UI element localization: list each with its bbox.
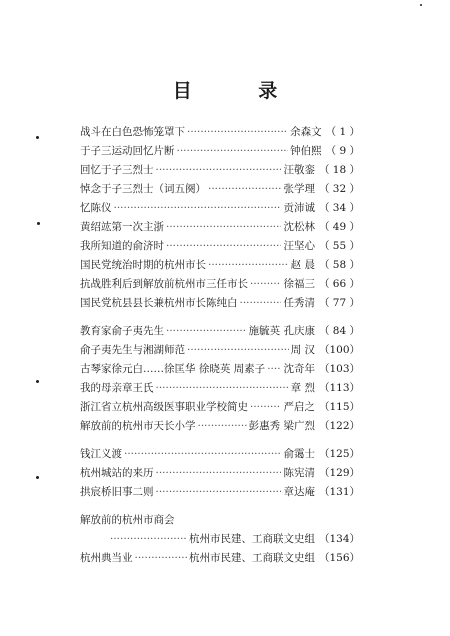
toc-entry: [80, 200, 360, 216]
entry-page: （134）: [318, 533, 360, 545]
entry-author: 贡沛诚: [283, 202, 315, 214]
entry-page: （ 18 ）: [318, 164, 360, 176]
entry-author: 章达庵: [283, 486, 315, 498]
dot-leader: [166, 323, 247, 339]
entry-title: 拱宸桥旧事二则: [80, 486, 154, 498]
dot-leader: [208, 257, 289, 273]
entry-author: 俞霭士: [283, 448, 315, 460]
entry-title: 钱江义渡: [80, 448, 122, 460]
entry-title: 教育家俞子夷先生: [80, 325, 164, 337]
entry-author: 陈宪清: [283, 467, 315, 479]
toc-entry: [80, 276, 360, 292]
entry-title: 黄绍竑第一次主浙: [80, 221, 164, 233]
toc-entry: [80, 399, 360, 415]
toc-entry: [80, 238, 360, 254]
entry-title: 战斗在白色恐怖笼罩下: [80, 126, 185, 138]
toc-entry: [80, 361, 360, 377]
entry-title: 回忆于子三烈士: [80, 164, 154, 176]
entry-page: （103）: [318, 363, 360, 375]
entry-page: （115）: [318, 401, 360, 413]
dot-leader: [177, 143, 289, 159]
entry-author: 徐福三: [283, 278, 315, 290]
scan-speck: [37, 222, 40, 225]
table-of-contents: [80, 0, 360, 636]
dot-leader: [135, 550, 187, 566]
entry-title: 抗战胜利后到解放前杭州市三任市长: [80, 278, 248, 290]
dot-leader: [198, 418, 247, 434]
entry-page: （122）: [318, 420, 360, 432]
dot-leader: [250, 276, 281, 292]
entry-title: 杭州城站的来历: [80, 467, 154, 479]
entry-author: 严启之: [283, 401, 315, 413]
toc-entry: [110, 531, 360, 547]
entry-author: 张学理: [283, 183, 315, 195]
dot-leader: [114, 200, 282, 216]
entry-author: 任秀清: [283, 297, 315, 309]
dot-leader: [156, 162, 282, 178]
entry-author: 施毓英 孔庆康: [248, 325, 315, 337]
dot-leader: [156, 380, 289, 396]
entry-author: 汪敬銮: [283, 164, 315, 176]
entry-author: 汪坚心: [283, 240, 315, 252]
toc-entry: [80, 124, 360, 140]
entry-page: （ 55 ）: [318, 240, 360, 252]
entry-title: 杭州典当业: [80, 552, 133, 564]
toc-entry: [80, 380, 360, 396]
section-heading: 解放前的杭州市商会: [80, 514, 175, 526]
dot-leader: [208, 181, 281, 197]
entry-page: （ 66 ）: [318, 278, 360, 290]
scan-speck: [36, 476, 39, 479]
entry-author: 沈奇年: [283, 363, 315, 375]
entry-title: 我的母亲章王氏: [80, 382, 154, 394]
entry-title: 俞子夷先生与湘湖师范: [80, 344, 185, 356]
entry-author: 周 汉: [290, 344, 315, 356]
entry-title: 我所知道的俞济时: [80, 240, 164, 252]
entry-title: 解放前的杭州市天长小学: [80, 420, 196, 432]
dot-leader: [240, 295, 282, 311]
entry-page: （113）: [318, 382, 360, 394]
entry-page: （ 58 ）: [318, 259, 360, 271]
dot-leader: [187, 342, 289, 358]
page-title: 目 录: [172, 80, 308, 102]
scan-speck: [420, 4, 422, 6]
dot-leader: [110, 531, 187, 547]
toc-entry: [80, 418, 360, 434]
entry-page: （100）: [318, 344, 360, 356]
entry-title: 悼念于子三烈士（词五阕）: [80, 183, 206, 195]
entry-page: （ 84 ）: [318, 325, 360, 337]
dot-leader: [156, 484, 282, 500]
entry-author: 钟伯熙: [290, 145, 322, 157]
entry-page: （125）: [318, 448, 360, 460]
entry-page: （ 77 ）: [318, 297, 360, 309]
dot-leader: [124, 446, 281, 462]
entry-author: 沈松林: [283, 221, 315, 233]
entry-page: （156）: [318, 552, 360, 564]
toc-entry: [80, 484, 360, 500]
entry-page: （129）: [318, 467, 360, 479]
entry-page: （ 1 ）: [325, 126, 360, 138]
toc-entry: [80, 342, 360, 358]
toc-entry: [80, 295, 360, 311]
entry-title: 古琴家徐元白……徐匡华 徐晓英 周素子: [80, 363, 266, 375]
entry-author: 杭州市民建、工商联文史组: [188, 552, 315, 564]
entry-author: 赵 晨: [290, 259, 315, 271]
entry-author: 杭州市民建、工商联文史组: [188, 533, 315, 545]
entry-title: 于子三运动回忆片断: [80, 145, 175, 157]
toc-entry: [80, 465, 360, 481]
toc-entry: [80, 323, 360, 339]
entry-page: （ 9 ）: [325, 145, 360, 157]
scan-speck: [36, 136, 39, 139]
dot-leader: [166, 238, 281, 254]
dot-leader: [267, 361, 281, 377]
entry-page: （ 32 ）: [318, 183, 360, 195]
entry-author: 彭惠秀 梁广烈: [248, 420, 315, 432]
entry-page: （ 49 ）: [318, 221, 360, 233]
dot-leader: [250, 399, 281, 415]
entry-page: （131）: [318, 486, 360, 498]
entry-title: 国民党统治时期的杭州市长: [80, 259, 206, 271]
entry-title: 国民党杭县县长兼杭州市长陈纯白: [80, 297, 238, 309]
toc-entry: [80, 181, 360, 197]
entry-author: 余森文: [290, 126, 322, 138]
toc-entry: [80, 143, 360, 159]
toc-entry: [80, 446, 360, 462]
toc-entry: [80, 219, 360, 235]
dot-leader: [187, 124, 288, 140]
entry-title: 忆陈仪: [80, 202, 112, 214]
entry-page: （ 34 ）: [318, 202, 360, 214]
entry-title: 浙江省立杭州高级医事职业学校简史: [80, 401, 248, 413]
scan-speck: [36, 380, 39, 383]
entry-author: 章 烈: [290, 382, 315, 394]
toc-entry: [80, 257, 360, 273]
toc-entry: [80, 550, 360, 566]
toc-entry: [80, 162, 360, 178]
dot-leader: [156, 465, 282, 481]
dot-leader: [166, 219, 281, 235]
